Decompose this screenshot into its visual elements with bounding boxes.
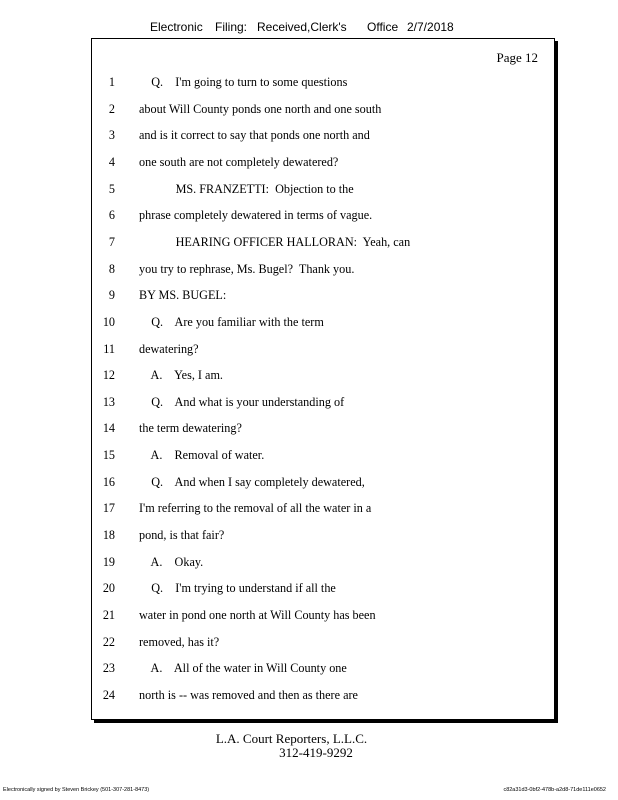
line-text: and is it correct to say that ponds one north and	[139, 128, 370, 143]
line-number: 23	[102, 661, 115, 676]
line-number: 15	[102, 448, 115, 463]
line-text: pond, is that fair?	[139, 528, 225, 543]
line-text: you try to rephrase, Ms. Bugel? Thank you.	[139, 261, 355, 276]
transcript-line	[92, 100, 554, 118]
transcript-line	[92, 606, 554, 624]
line-number: 21	[102, 608, 115, 622]
line-number: 1	[108, 75, 115, 89]
line-number: 8	[108, 261, 115, 276]
filing-header-office: Office	[367, 20, 399, 34]
line-text: about Will County ponds one north and one south	[139, 101, 382, 116]
line-number: 19	[102, 554, 115, 569]
reporter-info	[0, 732, 618, 760]
filing-header-date: 2/7/2018	[407, 20, 454, 34]
transcript-line	[92, 180, 554, 198]
transcript-line	[92, 633, 554, 651]
transcript-line	[92, 233, 554, 251]
line-text: Q. I'm trying to understand if all the	[139, 581, 336, 596]
transcript-line	[92, 393, 554, 411]
line-number: 5	[108, 181, 115, 196]
line-number: 20	[102, 581, 115, 596]
line-number: 14	[102, 421, 115, 436]
transcript-line	[92, 286, 554, 304]
filing-header-filing: Filing:	[215, 20, 248, 34]
line-text: A. All of the water in Will County one	[139, 661, 347, 676]
filing-header-electronic: Electronic	[150, 20, 203, 34]
line-text: north is -- was removed and then as there are	[139, 687, 358, 702]
transcript-line	[92, 686, 554, 704]
transcript-line	[92, 313, 554, 331]
transcript-line	[92, 446, 554, 464]
line-text: I'm referring to the removal of all the water in a	[139, 501, 372, 516]
reporter-name: L.A. Court Reporters, L.L.C.	[215, 731, 368, 746]
line-number: 18	[102, 528, 115, 543]
line-text: Q. And when I say completely dewatered,	[139, 474, 365, 489]
transcript-line	[92, 499, 554, 517]
transcript-line	[92, 366, 554, 384]
line-number: 12	[102, 368, 115, 383]
line-text: MS. FRANZETTI: Objection to the	[139, 181, 354, 196]
line-text: A. Okay.	[139, 554, 204, 569]
line-number: 6	[108, 208, 115, 223]
line-text: A. Yes, I am.	[139, 368, 223, 383]
line-number: 10	[102, 314, 115, 329]
document-id: c82a31d3-0bf2-478b-a2d8-71de111e0652	[503, 787, 606, 793]
line-text: dewatering?	[139, 341, 199, 356]
line-number: 13	[102, 394, 115, 409]
line-text: Q. I'm going to turn to some questions	[139, 75, 348, 89]
line-text: HEARING OFFICER HALLORAN: Yeah, can	[139, 234, 411, 249]
line-number: 11	[103, 341, 115, 356]
transcript-page	[91, 38, 555, 720]
reporter-phone: 312-419-9292	[279, 745, 353, 760]
line-text: A. Removal of water.	[139, 448, 265, 463]
transcript-line	[92, 526, 554, 544]
filing-header	[0, 20, 618, 36]
line-text: Q. And what is your understanding of	[139, 394, 345, 409]
line-text: the term dewatering?	[139, 421, 242, 436]
line-number: 2	[108, 101, 115, 116]
filing-header-received: Received,Clerk's	[257, 20, 347, 34]
transcript-line	[92, 126, 554, 144]
line-text: Q. Are you familiar with the term	[139, 314, 324, 329]
line-number: 16	[102, 474, 115, 489]
line-text: one south are not completely dewatered?	[139, 154, 339, 169]
line-number: 3	[108, 128, 115, 143]
transcript-line	[92, 153, 554, 171]
line-text: water in pond one north at Will County has been	[139, 608, 376, 622]
line-number: 24	[102, 687, 115, 702]
signature-text: Electronically signed by Steven Brickey (501-307-281-8473)	[3, 787, 150, 793]
transcript-line	[92, 73, 554, 91]
transcript-line	[92, 260, 554, 278]
transcript-line	[92, 473, 554, 491]
line-number: 17	[102, 501, 115, 516]
line-number: 9	[108, 288, 115, 303]
line-number: 4	[108, 154, 115, 169]
line-text: BY MS. BUGEL:	[139, 288, 227, 303]
transcript-line	[92, 579, 554, 597]
line-text: removed, has it?	[139, 634, 220, 649]
line-number: 22	[102, 634, 115, 649]
transcript-line	[92, 419, 554, 437]
transcript-line	[92, 553, 554, 571]
line-number: 7	[108, 234, 115, 249]
transcript-line	[92, 659, 554, 677]
transcript-line	[92, 340, 554, 358]
page-number: Page 12	[496, 50, 538, 65]
transcript-line	[92, 206, 554, 224]
line-text: phrase completely dewatered in terms of vague.	[139, 208, 373, 223]
